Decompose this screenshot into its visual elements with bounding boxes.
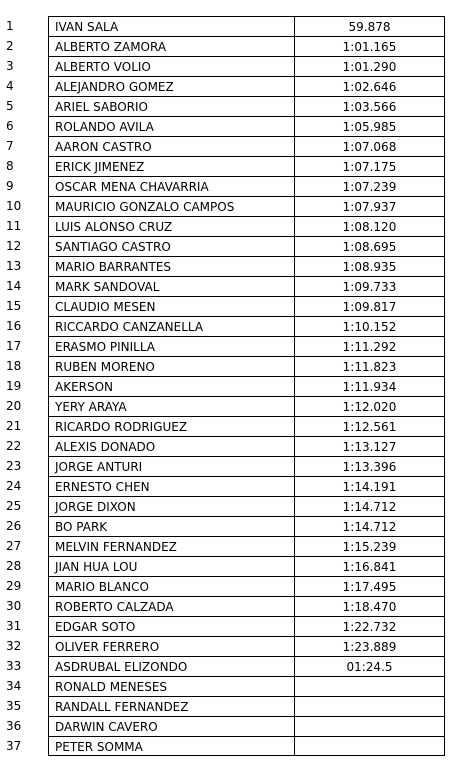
- driver-name-cell: ERNESTO CHEN: [48, 476, 294, 496]
- table-row: [0, 276, 458, 296]
- table-row: [0, 516, 458, 536]
- lap-time-cell: [294, 696, 445, 716]
- position-cell: 20: [6, 399, 22, 413]
- position-cell: 33: [6, 659, 22, 673]
- table-row: [0, 76, 458, 96]
- driver-name-cell: CLAUDIO MESEN: [48, 296, 294, 316]
- position-cell: 2: [6, 39, 14, 53]
- lap-time-cell: 1:11.934: [294, 376, 445, 396]
- position-cell: 5: [6, 99, 14, 113]
- position-cell: 17: [6, 339, 22, 353]
- driver-name-cell: ALEXIS DONADO: [48, 436, 294, 456]
- lap-time-cell: 1:05.985: [294, 116, 445, 136]
- position-cell: 23: [6, 459, 22, 473]
- position-cell: 3: [6, 59, 14, 73]
- position-cell: 9: [6, 179, 14, 193]
- driver-name-cell: MARK SANDOVAL: [48, 276, 294, 296]
- driver-name-cell: OSCAR MENA CHAVARRIA: [48, 176, 294, 196]
- lap-time-cell: 1:09.733: [294, 276, 445, 296]
- position-cell: 15: [6, 299, 22, 313]
- position-cell: 36: [6, 719, 22, 733]
- lap-time-cell: 59.878: [294, 16, 445, 36]
- table-row: [0, 736, 458, 756]
- table-row: [0, 356, 458, 376]
- table-row: [0, 96, 458, 116]
- driver-name-cell: RANDALL FERNANDEZ: [48, 696, 294, 716]
- position-cell: 14: [6, 279, 22, 293]
- lap-time-cell: 1:01.165: [294, 36, 445, 56]
- position-cell: 28: [6, 559, 22, 573]
- lap-time-cell: [294, 676, 445, 696]
- driver-name-cell: ALBERTO ZAMORA: [48, 36, 294, 56]
- table-row: [0, 296, 458, 316]
- lap-time-cell: 1:22.732: [294, 616, 445, 636]
- lap-time-cell: 1:01.290: [294, 56, 445, 76]
- driver-name-cell: RONALD MENESES: [48, 676, 294, 696]
- driver-name-cell: ROBERTO CALZADA: [48, 596, 294, 616]
- table-row: [0, 36, 458, 56]
- table-row: [0, 676, 458, 696]
- lap-time-cell: 1:07.937: [294, 196, 445, 216]
- driver-name-cell: DARWIN CAVERO: [48, 716, 294, 736]
- lap-time-cell: 01:24.5: [294, 656, 445, 676]
- lap-time-cell: 1:14.191: [294, 476, 445, 496]
- table-row: [0, 656, 458, 676]
- position-cell: 30: [6, 599, 22, 613]
- lap-time-cell: 1:07.068: [294, 136, 445, 156]
- lap-time-cell: 1:13.396: [294, 456, 445, 476]
- position-cell: 11: [6, 219, 22, 233]
- table-row: [0, 376, 458, 396]
- driver-name-cell: JIAN HUA LOU: [48, 556, 294, 576]
- position-cell: 6: [6, 119, 14, 133]
- driver-name-cell: JORGE ANTURI: [48, 456, 294, 476]
- lap-time-cell: 1:09.817: [294, 296, 445, 316]
- lap-time-cell: [294, 716, 445, 736]
- table-row: [0, 436, 458, 456]
- position-cell: 21: [6, 419, 22, 433]
- table-row: [0, 536, 458, 556]
- driver-name-cell: LUIS ALONSO CRUZ: [48, 216, 294, 236]
- position-cell: 19: [6, 379, 22, 393]
- table-row: [0, 116, 458, 136]
- driver-name-cell: AKERSON: [48, 376, 294, 396]
- table-row: [0, 216, 458, 236]
- position-cell: 24: [6, 479, 22, 493]
- driver-name-cell: MARIO BLANCO: [48, 576, 294, 596]
- position-cell: 4: [6, 79, 14, 93]
- driver-name-cell: RUBEN MORENO: [48, 356, 294, 376]
- lap-time-cell: 1:14.712: [294, 516, 445, 536]
- position-cell: 13: [6, 259, 22, 273]
- lap-time-cell: [294, 736, 445, 756]
- table-row: [0, 716, 458, 736]
- lap-time-cell: 1:15.239: [294, 536, 445, 556]
- lap-time-cell: 1:17.495: [294, 576, 445, 596]
- position-cell: 18: [6, 359, 22, 373]
- table-row: [0, 256, 458, 276]
- lap-time-cell: 1:12.020: [294, 396, 445, 416]
- driver-name-cell: ARIEL SABORIO: [48, 96, 294, 116]
- driver-name-cell: ERICK JIMENEZ: [48, 156, 294, 176]
- driver-name-cell: PETER SOMMA: [48, 736, 294, 756]
- results-table: [0, 16, 458, 756]
- driver-name-cell: ERASMO PINILLA: [48, 336, 294, 356]
- table-row: [0, 236, 458, 256]
- position-cell: 34: [6, 679, 22, 693]
- position-cell: 32: [6, 639, 22, 653]
- driver-name-cell: AARON CASTRO: [48, 136, 294, 156]
- lap-time-cell: 1:10.152: [294, 316, 445, 336]
- position-cell: 10: [6, 199, 22, 213]
- table-row: [0, 596, 458, 616]
- lap-time-cell: 1:08.120: [294, 216, 445, 236]
- lap-time-cell: 1:16.841: [294, 556, 445, 576]
- lap-time-cell: 1:03.566: [294, 96, 445, 116]
- position-cell: 1: [6, 19, 14, 33]
- table-row: [0, 636, 458, 656]
- driver-name-cell: YERY ARAYA: [48, 396, 294, 416]
- lap-time-cell: 1:23.889: [294, 636, 445, 656]
- driver-name-cell: BO PARK: [48, 516, 294, 536]
- lap-time-cell: 1:18.470: [294, 596, 445, 616]
- position-cell: 16: [6, 319, 22, 333]
- position-cell: 31: [6, 619, 22, 633]
- driver-name-cell: ASDRUBAL ELIZONDO: [48, 656, 294, 676]
- table-row: [0, 396, 458, 416]
- table-row: [0, 336, 458, 356]
- position-cell: 8: [6, 159, 14, 173]
- driver-name-cell: MAURICIO GONZALO CAMPOS: [48, 196, 294, 216]
- lap-time-cell: 1:12.561: [294, 416, 445, 436]
- lap-time-cell: 1:02.646: [294, 76, 445, 96]
- driver-name-cell: ROLANDO AVILA: [48, 116, 294, 136]
- table-row: [0, 196, 458, 216]
- driver-name-cell: ALEJANDRO GOMEZ: [48, 76, 294, 96]
- position-cell: 12: [6, 239, 22, 253]
- table-row: [0, 416, 458, 436]
- position-cell: 29: [6, 579, 22, 593]
- lap-time-cell: 1:11.292: [294, 336, 445, 356]
- table-row: [0, 696, 458, 716]
- driver-name-cell: EDGAR SOTO: [48, 616, 294, 636]
- driver-name-cell: OLIVER FERRERO: [48, 636, 294, 656]
- table-row: [0, 156, 458, 176]
- position-cell: 37: [6, 739, 22, 753]
- position-cell: 22: [6, 439, 22, 453]
- driver-name-cell: JORGE DIXON: [48, 496, 294, 516]
- table-row: [0, 496, 458, 516]
- driver-name-cell: ALBERTO VOLIO: [48, 56, 294, 76]
- driver-name-cell: MARIO BARRANTES: [48, 256, 294, 276]
- table-row: [0, 476, 458, 496]
- lap-time-cell: 1:13.127: [294, 436, 445, 456]
- table-row: [0, 56, 458, 76]
- driver-name-cell: IVAN SALA: [48, 16, 294, 36]
- position-cell: 35: [6, 699, 22, 713]
- table-row: [0, 616, 458, 636]
- table-row: [0, 556, 458, 576]
- lap-time-cell: 1:07.239: [294, 176, 445, 196]
- table-row: [0, 456, 458, 476]
- driver-name-cell: MELVIN FERNANDEZ: [48, 536, 294, 556]
- lap-time-cell: 1:08.695: [294, 236, 445, 256]
- position-cell: 7: [6, 139, 14, 153]
- lap-time-cell: 1:08.935: [294, 256, 445, 276]
- lap-time-cell: 1:11.823: [294, 356, 445, 376]
- table-row: [0, 576, 458, 596]
- lap-time-cell: 1:07.175: [294, 156, 445, 176]
- position-cell: 25: [6, 499, 22, 513]
- table-row: [0, 176, 458, 196]
- position-cell: 26: [6, 519, 22, 533]
- table-row: [0, 316, 458, 336]
- table-row: [0, 136, 458, 156]
- driver-name-cell: RICARDO RODRIGUEZ: [48, 416, 294, 436]
- position-cell: 27: [6, 539, 22, 553]
- lap-time-cell: 1:14.712: [294, 496, 445, 516]
- driver-name-cell: SANTIAGO CASTRO: [48, 236, 294, 256]
- table-row: [0, 16, 458, 36]
- driver-name-cell: RICCARDO CANZANELLA: [48, 316, 294, 336]
